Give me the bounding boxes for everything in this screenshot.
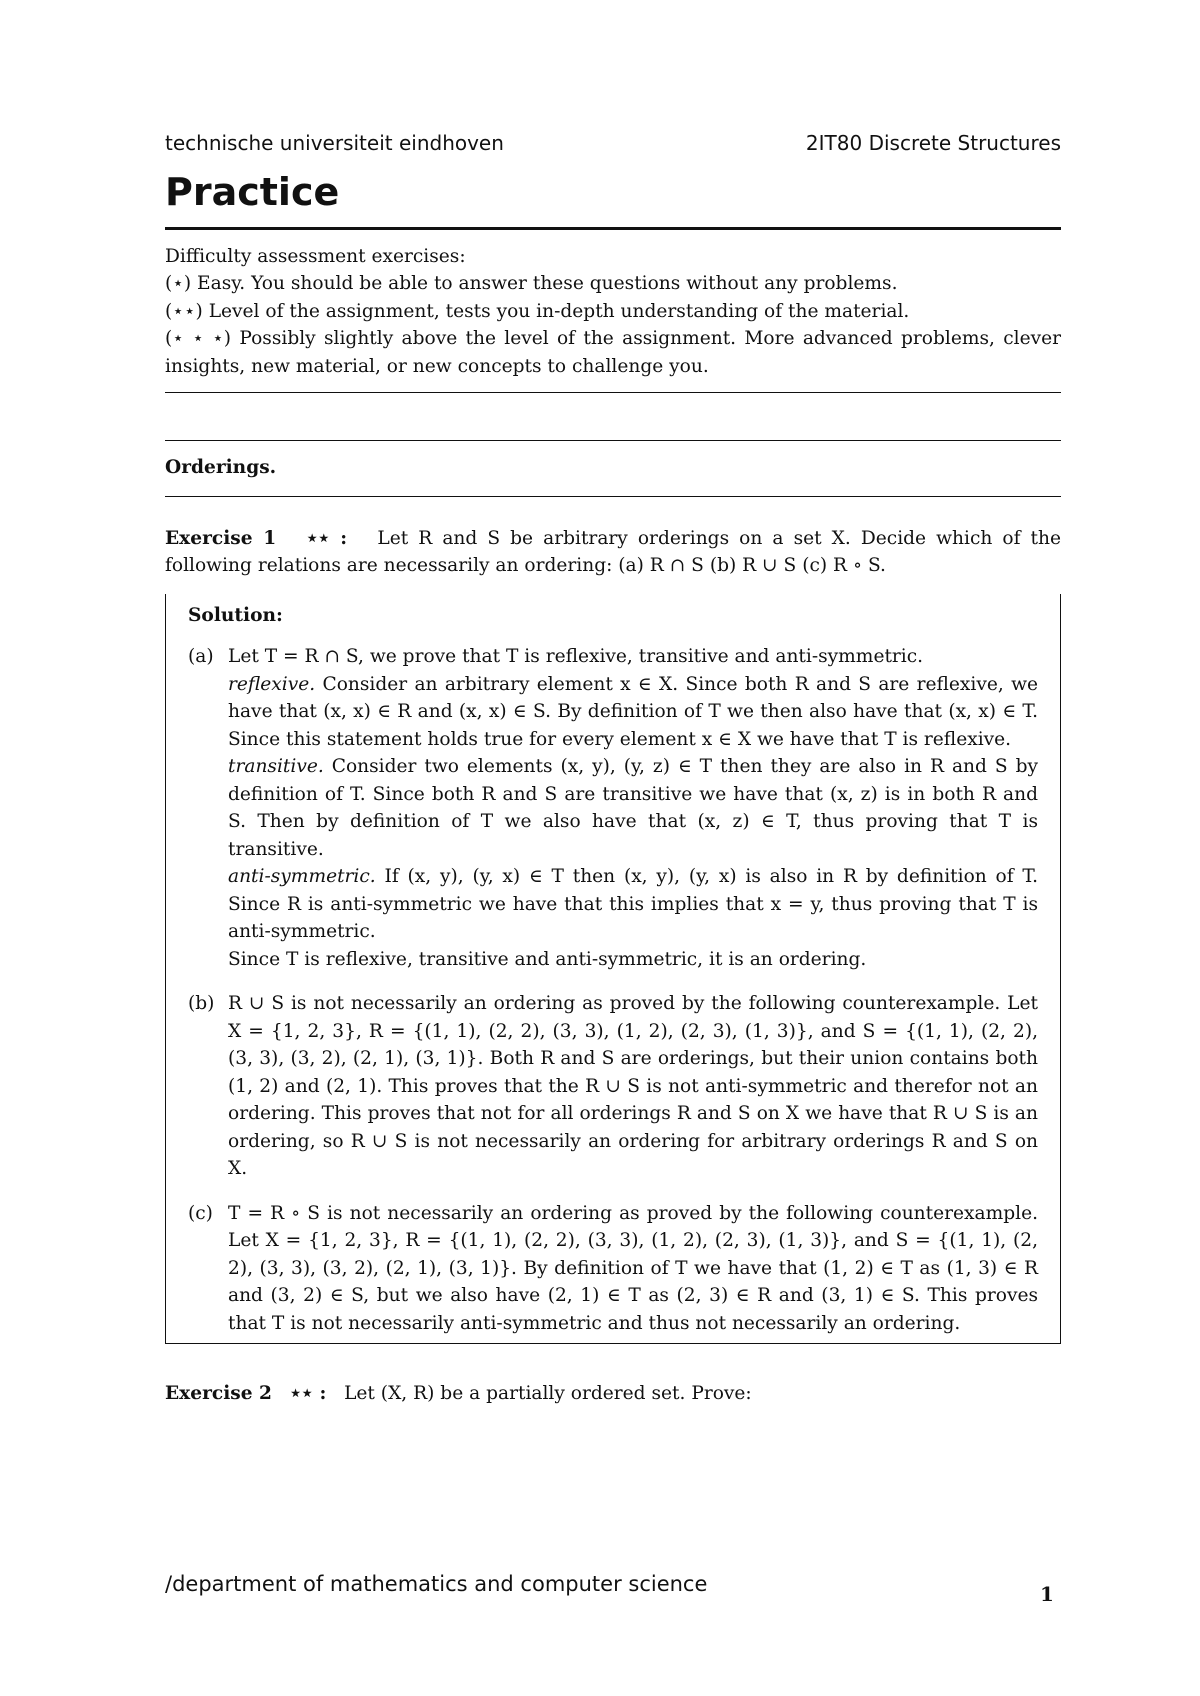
exercise-1 [165, 525, 1061, 580]
course-name: 2IT80 Discrete Structures [805, 131, 1061, 155]
antisymmetric-term: anti-symmetric. [228, 866, 376, 888]
title-divider [165, 227, 1061, 230]
solution-box [165, 594, 1061, 1345]
difficulty-legend [165, 243, 1061, 381]
difficulty-hard: (⋆ ⋆ ⋆) Possibly slightly above the level of the assignment. More advanced problems, clever insights, new material, or new concepts to challenge you. [165, 328, 1061, 377]
page-header [165, 125, 1061, 155]
divider [165, 440, 1061, 441]
page-title: Practice [165, 170, 340, 214]
document-page [165, 125, 1061, 1408]
university-name: technische universiteit eindhoven [165, 131, 504, 155]
section-title: Orderings. [165, 457, 277, 479]
difficulty-medium: (⋆⋆) Level of the assignment, tests you in-depth understanding of the material. [165, 300, 910, 322]
transitive-term: transitive. [228, 756, 324, 778]
part-a-conclusion: Since T is reflexive, transitive and anti-symmetric, it is an ordering. [228, 948, 867, 970]
part-label: (b) [188, 993, 215, 1015]
part-a-antisymmetric [228, 863, 1038, 946]
difficulty-easy: (⋆) Easy. You should be able to answer these questions without any problems. [165, 273, 898, 295]
exercise-text: Let (X, R) be a partially ordered set. Prove: [344, 1383, 752, 1405]
solution-title: Solution: [188, 604, 283, 626]
part-b-text: R ∪ S is not necessarily an ordering as proved by the following counterexample. Let X = {1, 2, 3}, R = {(1, 1), (2, 2), (3, 3), (1, 2), (2, 3), (1, 3)}, and S = {(1, 1), (2, 2), (3, 3), (3, 2), (2, 1), (3, 1)}. Both R and S are orderings, but their union contains both (1, 2) and (2, 1). This proves that the R ∪ S is not anti-symmetric and therefor not an ordering. This proves that not for all orderings R and S on X we have that R ∪ S is an ordering, so R ∪ S is not necessarily an ordering for arbitrary orderings R and S on X. [228, 993, 1038, 1180]
divider [165, 496, 1061, 497]
part-a-reflexive [228, 671, 1038, 754]
exercise-label: Exercise 2 [165, 1383, 272, 1405]
difficulty-intro: Difficulty assessment exercises: [165, 245, 466, 267]
part-a-transitive [228, 753, 1038, 863]
part-c-text: T = R ∘ S is not necessarily an ordering as proved by the following counterexample. Let X = {1, 2, 3}, R = {(1, 1), (2, 2), (3, 3), (1, 2), (2, 3), (1, 3)}, and S = {(1, 1), (2, 2), (3, 3), (3, 2), (2, 1), (3, 1)}. By definition of T we have that (1, 2) ∈ T as (1, 3) ∈ R and (3, 2) ∈ S, but we also have (2, 1) ∈ T as (2, 3) ∈ R and (3, 1) ∈ S. This proves that T is not necessarily anti-symmetric and thus not necessarily an ordering. [228, 1202, 1038, 1334]
divider [165, 392, 1061, 393]
exercise-text: Let R and S be arbitrary orderings on a set X. Decide which of the following relations are necessarily an ordering: (a) R ∩ S (b) R ∪ S (c) R ∘ S. [165, 527, 1062, 577]
exercise-label: Exercise 1 [165, 527, 277, 549]
part-label: (c) [188, 1202, 213, 1224]
solution-part-c [188, 1200, 1038, 1338]
solution-part-b [188, 990, 1038, 1183]
difficulty-stars: ⋆⋆ : [306, 527, 348, 549]
antisymmetric-text: If (x, y), (y, x) ∈ T then (x, y), (y, x) is also in R by definition of T. Since R is anti-symmetric we have that this implies that x = y, thus proving that T is anti-symmetric. [228, 866, 1038, 943]
exercise-2 [165, 1380, 1061, 1408]
part-label: (a) [188, 646, 214, 668]
reflexive-text: Consider an arbitrary element x ∈ X. Since both R and S are reflexive, we have that (x, x) ∈ R and (x, x) ∈ S. By definition of T we then also have that (x, x) ∈ T. Since this statement holds true for every element x ∈ X we have that T is reflexive. [228, 673, 1038, 750]
reflexive-term: reflexive. [228, 673, 316, 695]
difficulty-stars: ⋆⋆ : [289, 1383, 327, 1405]
department-footer: /department of mathematics and computer science [165, 1572, 708, 1596]
page-number: 1 [1040, 1582, 1054, 1606]
solution-part-a [188, 643, 1038, 973]
transitive-text: Consider two elements (x, y), (y, z) ∈ T then they are also in R and S by definition of T. Since both R and S are transitive we have that (x, z) is in both R and S. Then by definition of T we also have that (x, z) ∈ T, thus proving that T is transitive. [228, 756, 1038, 860]
part-a-intro: Let T = R ∩ S, we prove that T is reflexive, transitive and anti-symmetric. [228, 646, 924, 668]
